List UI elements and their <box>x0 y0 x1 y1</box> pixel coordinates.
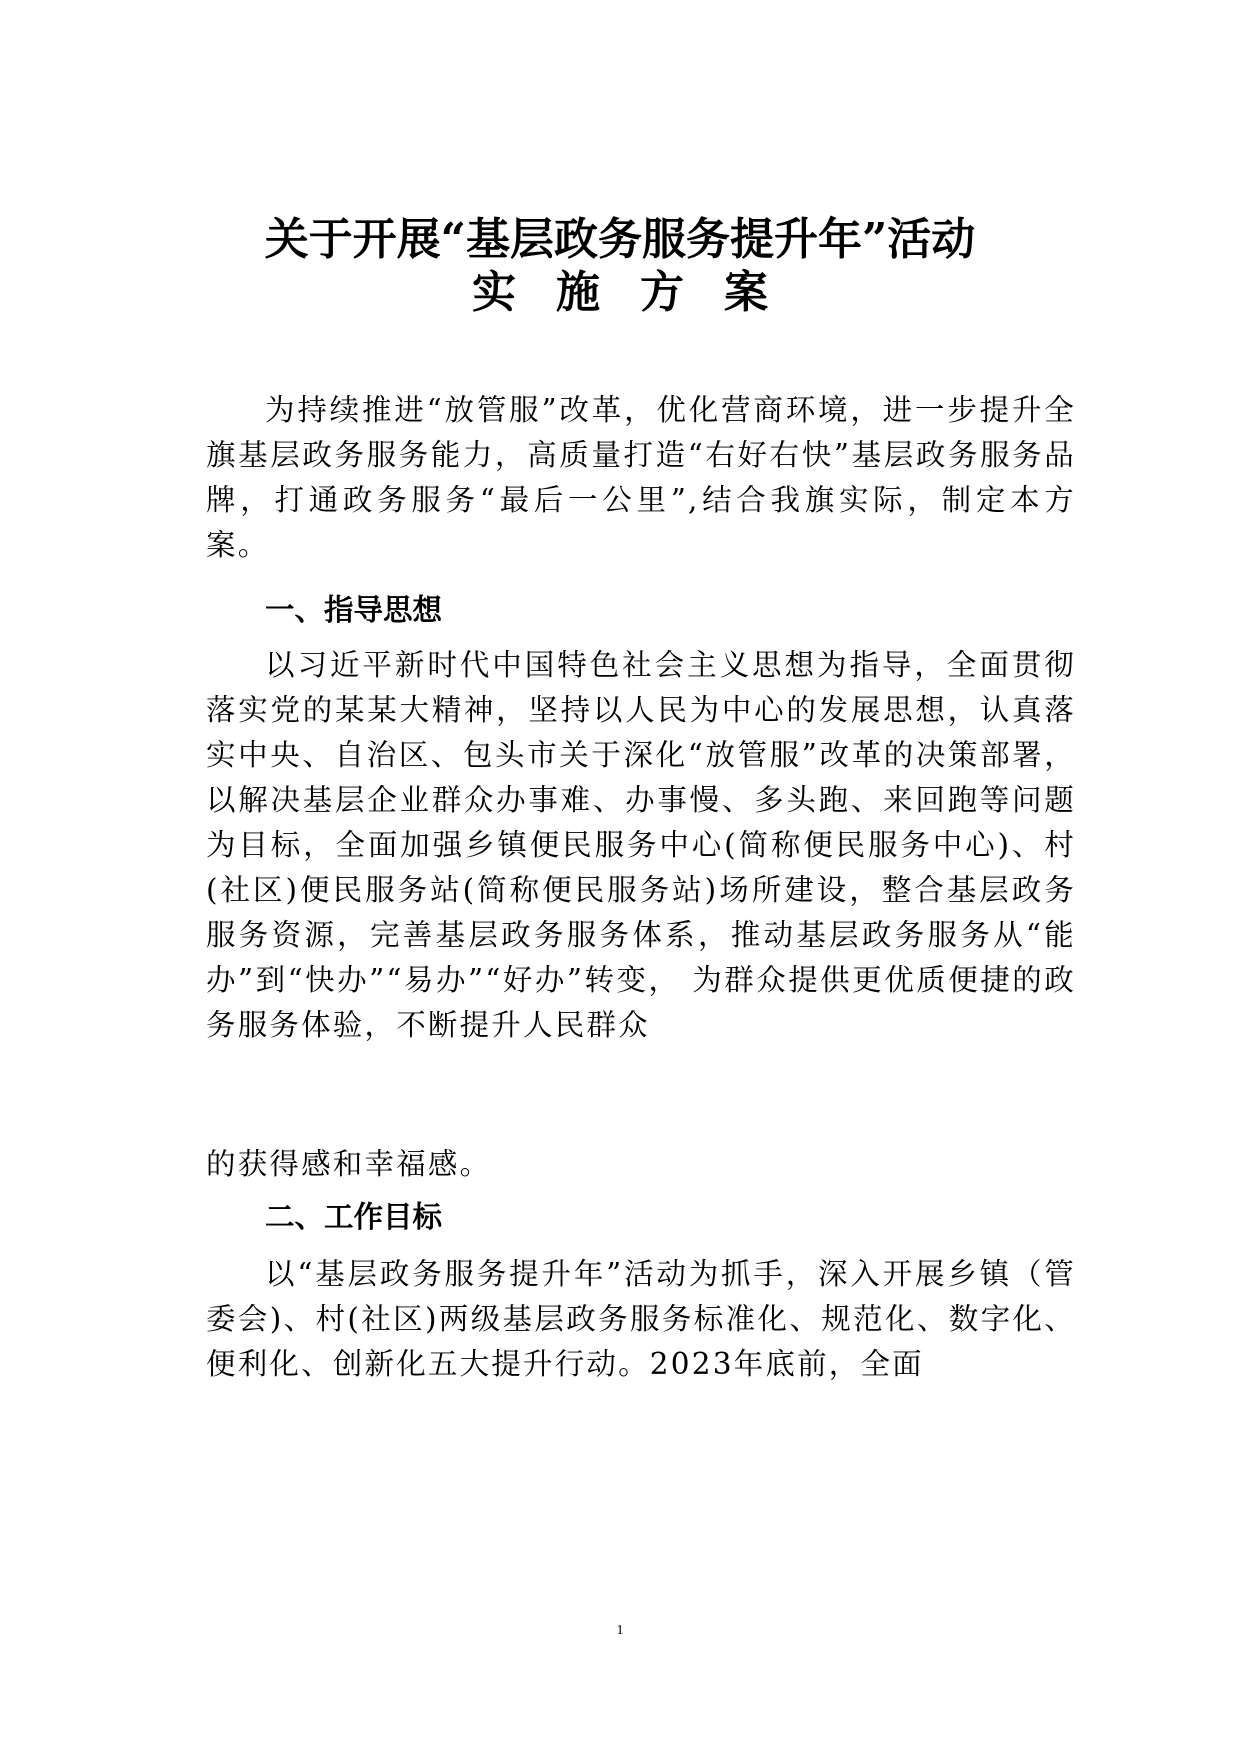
document-title-line-1: 关于开展“基层政务服务提升年”活动 <box>264 214 976 265</box>
page-number: 1 <box>616 1623 624 1638</box>
document-title-line-2: 实施方案 <box>472 267 808 318</box>
section-heading-guiding-thought: 一、指导思想 <box>265 593 443 627</box>
work-goals-paragraph: 以“基层政务服务提升年”活动为抓手，深入开展乡镇（管委会)、村(社区)两级基层政务服务标准化、规范化、数字化、便利化、创新化五大提升行动。2023年底前，全面 <box>206 1257 1076 1381</box>
guiding-thought-paragraph-tail: 的获得感和幸福感。 <box>206 1147 492 1181</box>
section-heading-work-goals: 二、工作目标 <box>265 1200 443 1234</box>
guiding-thought-paragraph: 以习近平新时代中国特色社会主义思想为指导，全面贯彻落实党的某某大精神，坚持以人民为中心的发展思想，认真落实中央、自治区、包头市关于深化“放管服”改革的决策部署，以解决基层企业群众办事难、办事慢、多头跑、来回跑等问题为目标，全面加强乡镇便民服务中心(简称便民服务中心)、村(社区)便民服务站(简称便民服务站)场所建设，整合基层政务服务资源，完善基层政务服务体系，推动基层政务服务从“能办”到“快办”“易办”“好办”转变， 为群众提供更优质便捷的政务服务体验，不断提升人民群众 <box>206 648 1076 1042</box>
intro-paragraph: 为持续推进“放管服”改革，优化营商环境，进一步提升全旗基层政务服务能力，高质量打造“右好右快”基层政务服务品牌，打通政务服务“最后一公里”,结合我旗实际，制定本方案。 <box>206 393 1076 562</box>
